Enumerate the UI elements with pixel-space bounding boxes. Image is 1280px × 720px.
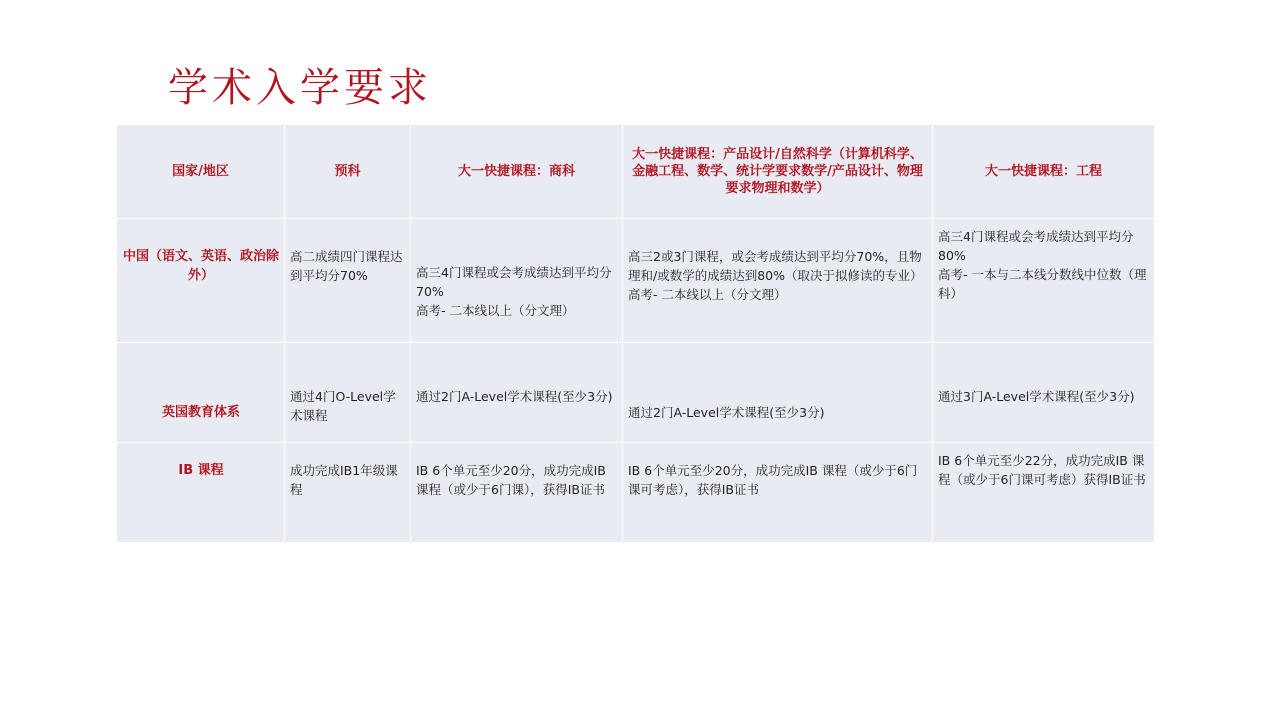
- cell-uk-business: 通过2门A-Level学术课程(至少3分): [411, 343, 623, 443]
- header-region: 国家/地区: [117, 125, 285, 219]
- cell-line: 高考- 二本线以上（分文理）: [416, 303, 575, 318]
- cell-line: 高三2或3门课程，或会考成绩达到平均分70%，且物理和/或数学的成绩达到80%（取决于拟修读的专业）: [628, 249, 923, 283]
- cell-line: 高三4门课程或会考成绩达到平均分80%: [938, 229, 1134, 263]
- table-row: [117, 343, 1155, 443]
- cell-china-business: [411, 219, 623, 343]
- cell-ib-design-science: IB 6个单元至少20分，成功完成IB 课程（或少于6门课可考虑），获得IB证书: [623, 443, 933, 543]
- row-label-china: 中国（语文、英语、政治除外）: [117, 219, 285, 343]
- table-row: [117, 219, 1155, 343]
- cell-ib-engineering: IB 6个单元至少22分，成功完成IB 课程（或少于6门课可考虑）获得IB证书: [933, 443, 1155, 543]
- cell-uk-design-science: 通过2门A-Level学术课程(至少3分): [623, 343, 933, 443]
- cell-ib-business: IB 6个单元至少20分，成功完成IB 课程（或少于6门课），获得IB证书: [411, 443, 623, 543]
- cell-uk-foundation: 通过4门O-Level学术课程: [285, 343, 411, 443]
- cell-china-design-science: [623, 219, 933, 343]
- header-design-science: 大一快捷课程：产品设计/自然科学（计算机科学、金融工程、数学、统计学要求数学/产品设计、物理要求物理和数学）: [623, 125, 933, 219]
- row-label-ib: IB 课程: [117, 443, 285, 543]
- header-engineering: 大一快捷课程：工程: [933, 125, 1155, 219]
- cell-china-foundation: 高二成绩四门课程达到平均分70%: [285, 219, 411, 343]
- row-label-uk: 英国教育体系: [117, 343, 285, 443]
- cell-line: 高考- 一本与二本线分数线中位数（理科）: [938, 267, 1147, 301]
- table-row: [117, 443, 1155, 543]
- page-title: 学术入学要求: [168, 65, 432, 111]
- cell-uk-engineering: 通过3门A-Level学术课程(至少3分): [933, 343, 1155, 443]
- cell-line: 高三4门课程或会考成绩达到平均分70%: [416, 265, 612, 299]
- requirements-table: [116, 124, 1155, 543]
- cell-china-engineering: [933, 219, 1155, 343]
- header-foundation: 预科: [285, 125, 411, 219]
- header-business: 大一快捷课程：商科: [411, 125, 623, 219]
- cell-ib-foundation: 成功完成IB1年级课程: [285, 443, 411, 543]
- cell-line: 高考- 二本线以上（分文理）: [628, 287, 787, 302]
- table-header-row: [117, 125, 1155, 219]
